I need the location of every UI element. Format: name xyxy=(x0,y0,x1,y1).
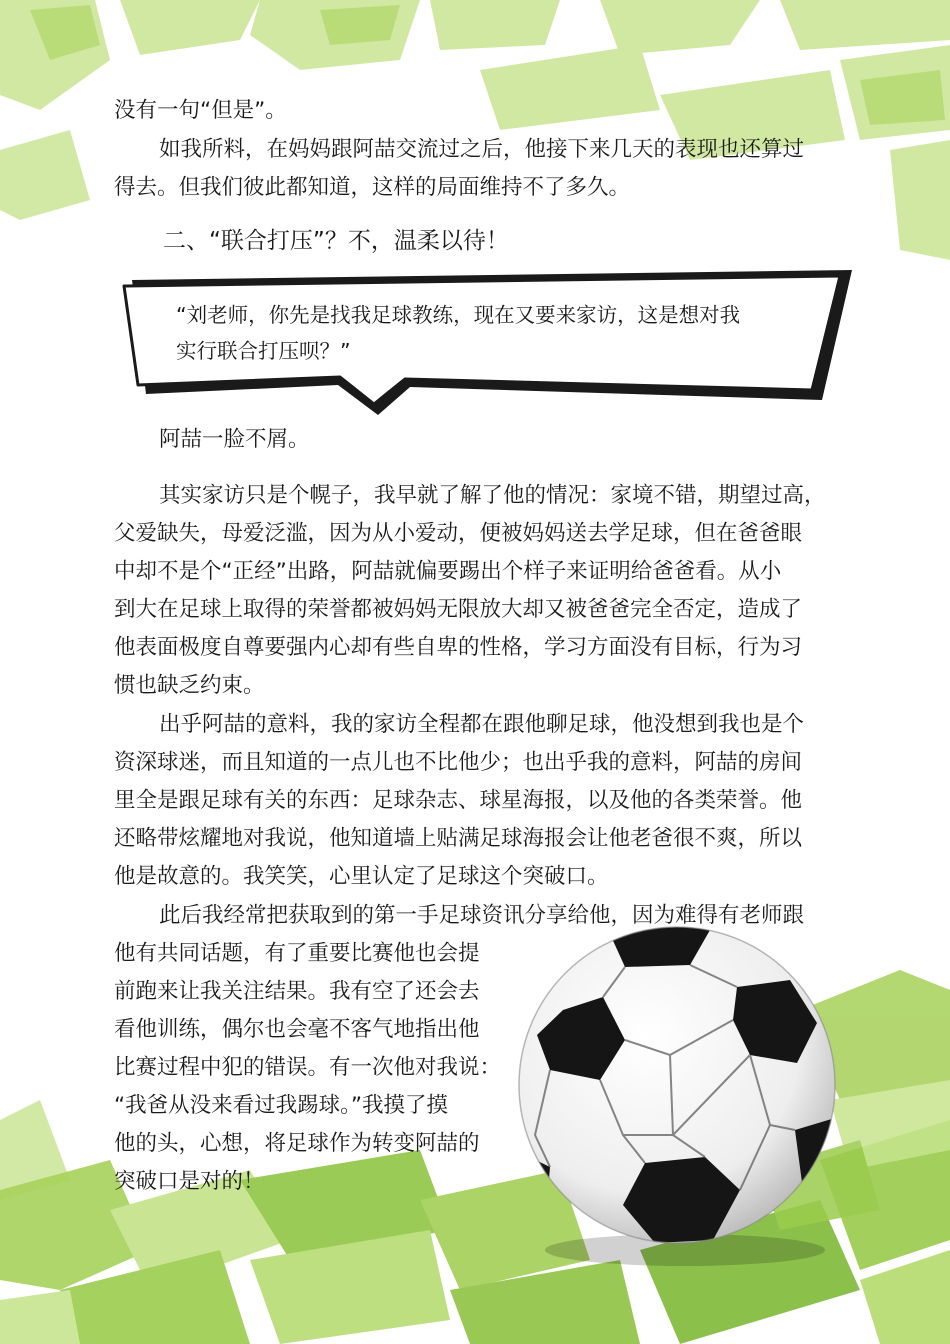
paragraph-line: 比赛过程中犯的错误。有一次他对我说： xyxy=(114,1055,502,1080)
paragraph-line: 突破口是对的！ xyxy=(114,1169,265,1194)
paragraph-line: “我爸从没来看过我踢球。”我摸了摸 xyxy=(114,1093,449,1118)
paragraph-line: 此后我经常把获取到的第一手足球资讯分享给他，因为难得有老师跟 xyxy=(159,903,805,928)
paragraph-line: 他是故意的。我笑笑，心里认定了足球这个突破口。 xyxy=(114,864,609,889)
paragraph-line: 其实家访只是个幌子，我早就了解了他的情况：家境不错，期望过高， xyxy=(159,483,826,508)
paragraph-line: 惯也缺乏约束。 xyxy=(114,673,265,698)
paragraph-line: 前跑来让我关注结果。我有空了还会去 xyxy=(114,979,480,1004)
paragraph-line: 里全是跟足球有关的东西：足球杂志、球星海报，以及他的各类荣誉。他 xyxy=(114,788,803,813)
paragraph-line: 出乎阿喆的意料，我的家访全程都在跟他聊足球，他没想到我也是个 xyxy=(159,712,805,737)
quote-line: “刘老师，你先是找我足球教练，现在又要来家访，这是想对我 xyxy=(176,303,741,327)
paragraph-line: 到大在足球上取得的荣誉都被妈妈无限放大却又被爸爸完全否定，造成了 xyxy=(114,597,803,622)
soccer-ball-icon xyxy=(505,905,845,1275)
paragraph-line: 看他训练，偶尔也会毫不客气地指出他 xyxy=(114,1017,480,1042)
quote-line: 实行联合打压呗？” xyxy=(176,339,351,363)
section-heading: 二、“联合打压”？不，温柔以待！ xyxy=(163,228,509,254)
paragraph-line: 他有共同话题，有了重要比赛他也会提 xyxy=(114,941,480,966)
paragraph-line: 如我所料，在妈妈跟阿喆交流过之后，他接下来几天的表现也还算过 xyxy=(159,137,805,162)
paragraph-line: 他的头，心想，将足球作为转变阿喆的 xyxy=(114,1131,480,1156)
paragraph-line: 父爱缺失，母爱泛滥，因为从小爱动，便被妈妈送去学足球，但在爸爸眼 xyxy=(114,521,803,546)
paragraph-line: 他表面极度自尊要强内心却有些自卑的性格，学习方面没有目标，行为习 xyxy=(114,635,803,660)
intro-line: 没有一句“但是”。 xyxy=(114,98,287,123)
paragraph-line: 资深球迷，而且知道的一点儿也不比他少；也出乎我的意料，阿喆的房间 xyxy=(114,750,803,775)
paragraph-line: 得去。但我们彼此都知道，这样的局面维持不了多久。 xyxy=(114,175,631,200)
paragraph-line: 阿喆一脸不屑。 xyxy=(159,427,310,452)
paragraph-line: 还略带炫耀地对我说，他知道墙上贴满足球海报会让他老爸很不爽，所以 xyxy=(114,826,803,851)
paragraph-line: 中却不是个“正经”出路，阿喆就偏要踢出个样子来证明给爸爸看。从小 xyxy=(114,559,782,584)
